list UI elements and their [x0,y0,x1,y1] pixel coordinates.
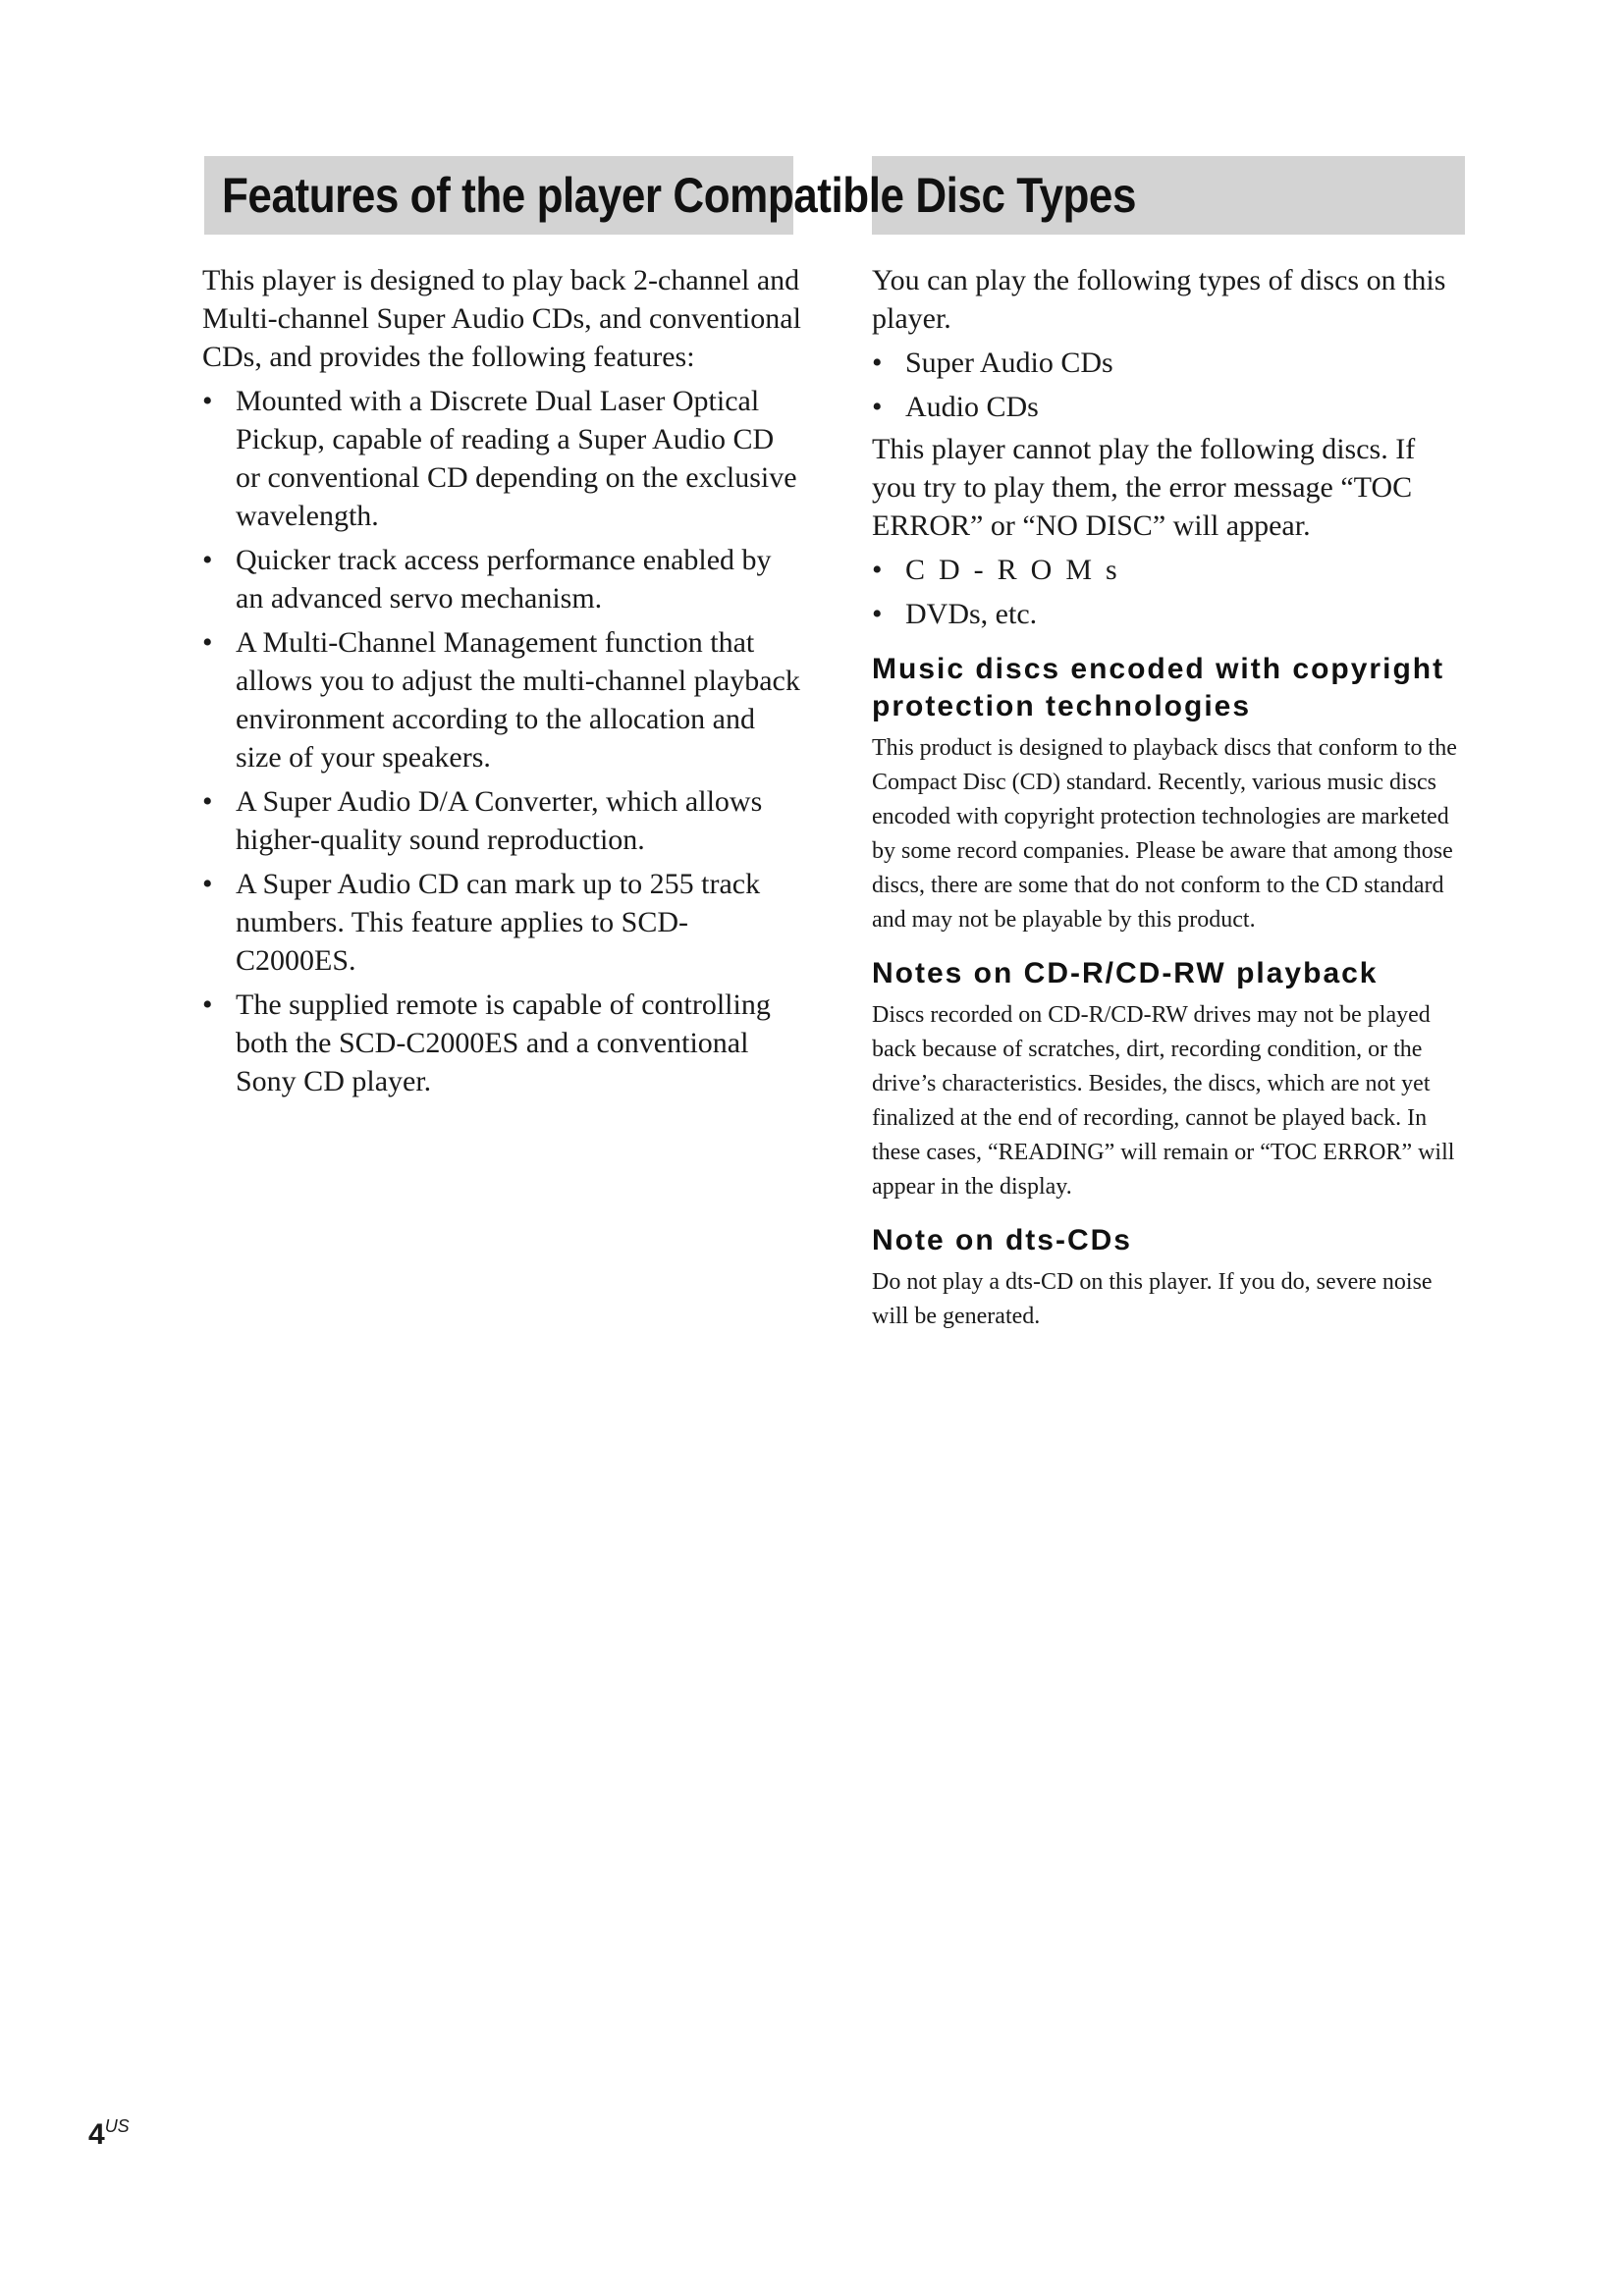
features-heading: Features of the player [222,168,662,223]
list-item: • Mounted with a Discrete Dual Laser Optical Pickup, capable of reading a Super Audio CD or conventional CD depending on the exclusive wavelength. [202,382,801,535]
list-item: • A Super Audio D/A Converter, which allows higher-quality sound reproduction. [202,782,801,859]
copyright-protection-heading: Music discs encoded with copyright protection technologies [872,653,1445,722]
bullet: • [202,385,213,417]
page-suffix: US [104,2116,130,2136]
header-title [222,156,1136,235]
copyright-protection-text: This product is designed to playback discs that conform to the Compact Disc (CD) standard. Recently, various music discs encoded with copyright protection technologies are marketed by some record companies. Please be aware that among those discs, there are some that do not conform to the CD standard and may not be playable by this product. [872,735,1457,933]
compatible-intro: You can play the following types of discs on this player. [872,264,1446,335]
list-item: • Quicker track access performance enabled by an advanced servo mechanism. [202,541,801,617]
list-item: • Super Audio CDs [872,344,1465,382]
list-item: • A Multi-Channel Management function that allows you to adjust the multi-channel playback environment according to the allocation and size of your speakers. [202,623,801,776]
bullet: • [202,868,213,900]
cdr-playback-text: Discs recorded on CD-R/CD-RW drives may not be played back because of scratches, dirt, recording condition, or the drive’s characteristics. Besides, the discs, which are not yet finalized at the end of recording, cannot be played back. In these cases, “READING” will remain or “TOC ERROR” will appear in the display. [872,1002,1455,1200]
bullet: • [872,391,883,423]
bullet: • [872,554,883,586]
list-item: • Audio CDs [872,388,1465,426]
dts-cd-text: Do not play a dts-CD on this player. If you do, severe noise will be generated. [872,1269,1433,1329]
cdr-playback-heading: Notes on CD-R/CD-RW playback [872,957,1379,989]
dts-cd-heading: Note on dts-CDs [872,1224,1132,1256]
page-number: $4^{US}$ [88,2116,130,2151]
not-playable-list [872,551,1465,633]
list-item: • The supplied remote is capable of controlling both the SCD-C2000ES and a conventional Sony CD player. [202,986,801,1100]
compatible-disc-types-heading: Compatible Disc Types [673,168,1136,223]
list-item: • CD-ROMs [872,551,1465,589]
features-intro: This player is designed to play back 2-channel and Multi-channel Super Audio CDs, and conventional CDs, and provides the following features: [202,264,801,373]
bullet: • [202,626,213,659]
playable-list [872,344,1465,426]
features-column [202,261,801,1100]
bullet: • [202,785,213,818]
bullet: • [872,598,883,630]
not-playable-intro: This player cannot play the following discs. If you try to play them, the error message “TOC ERROR” or “NO DISC” will appear. [872,433,1416,542]
list-item: • DVDs, etc. [872,595,1465,633]
bullet: • [872,347,883,379]
list-item: • A Super Audio CD can mark up to 255 track numbers. This feature applies to SCD-C2000ES. [202,865,801,980]
features-list [202,382,801,1100]
compatible-column [872,261,1465,1334]
bullet: • [202,544,213,576]
bullet: • [202,988,213,1021]
